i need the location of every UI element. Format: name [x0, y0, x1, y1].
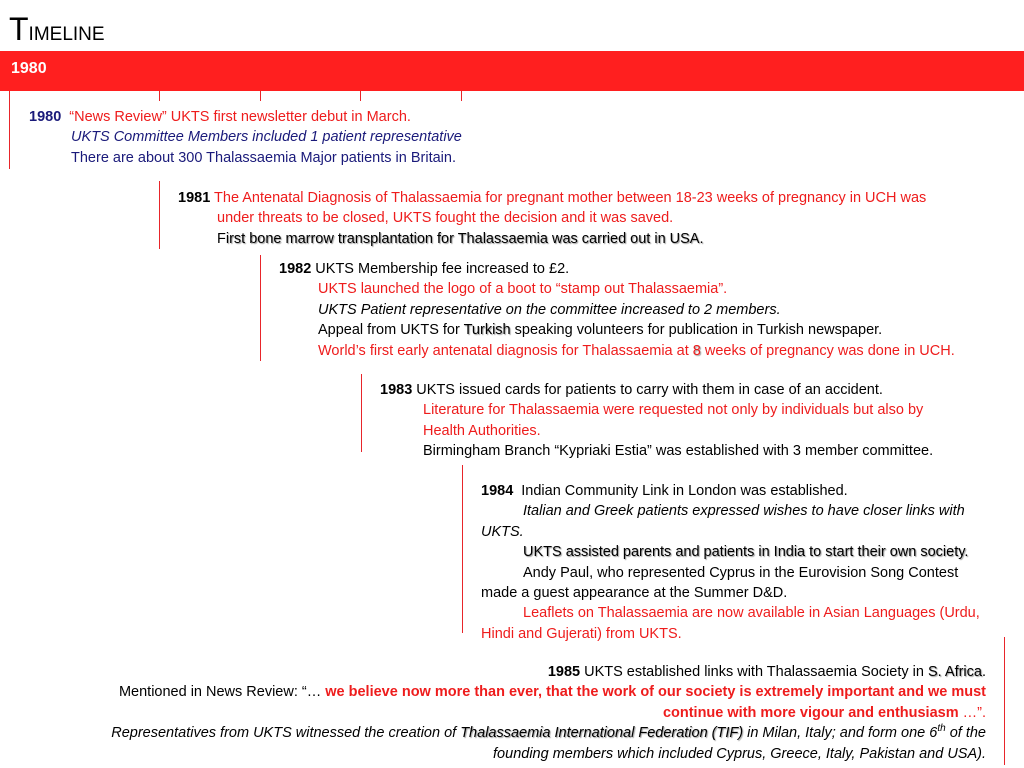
entry-1980 [29, 107, 462, 168]
entry-text: of the [945, 725, 986, 742]
entry-1983 [380, 380, 933, 462]
timeline-tick [360, 91, 361, 101]
entry-text: UKTS Membership fee increased to £2. [315, 261, 570, 277]
entry-text: 8 [692, 342, 701, 359]
divider-1985 [1004, 637, 1005, 765]
divider-1984 [462, 465, 463, 633]
entry-text: F [217, 230, 226, 247]
entry-1982 [279, 259, 955, 361]
year-banner: 1980 [0, 51, 1024, 91]
entry-text: UKTS. [481, 523, 524, 540]
year-label: 1983 [380, 382, 413, 398]
entry-text: Mentioned in News Review: “… [118, 684, 326, 701]
entry-text: The Antenatal Diagnosis of Thalassaemia for pregnant mother between 18-23 weeks of pregnancy in UCH was [214, 190, 927, 206]
entry-text: founding members which included Cyprus, Greece, Italy, Pakistan and USA). [493, 745, 986, 762]
entry-text: UKTS established links with Thalassaemia Society in [580, 664, 928, 680]
year-label: 1985 [547, 664, 581, 680]
entry-text: we believe now more than ever, that the work of our society is extremely important and we must [325, 684, 986, 701]
entry-text: …”. [958, 704, 986, 721]
entry-text: th [937, 723, 946, 735]
timeline-tick [260, 91, 261, 101]
entry-text: “News Review” UKTS first newsletter debut in March. [69, 109, 411, 125]
entry-text: in Milan, Italy; and form one 6 [743, 725, 938, 742]
entry-text: Turkish [463, 322, 511, 339]
entry-text: S. Africa [927, 664, 982, 680]
year-label: 1982 [279, 261, 312, 277]
entry-text: UKTS Committee Members included 1 patient representative [71, 129, 462, 146]
entry-text: Health Authorities. [423, 422, 541, 439]
entry-text: speaking volunteers for publication in Turkish newspaper. [510, 322, 883, 339]
entry-text: weeks of pregnancy was done in UCH. [700, 342, 955, 359]
entry-text: Birmingham Branch “Kypriaki Estia” was established with 3 member committee. [423, 443, 934, 460]
entry-text: UKTS launched the logo of a boot to “stamp out Thalassaemia”. [318, 281, 728, 298]
entry-text: Italian and Greek patients expressed wishes to have closer links with [523, 503, 965, 520]
entry-text: under threats to be closed, UKTS fought the decision and it was saved. [217, 210, 674, 227]
page-title: TIMELINE [9, 11, 105, 47]
entry-1985 [111, 662, 986, 764]
divider-1982 [260, 255, 261, 361]
divider-1983 [361, 374, 362, 452]
entry-text: Indian Community Link in London was established. [521, 483, 848, 499]
entry-text: World’s first early antenatal diagnosis for Thalassaemia at [318, 342, 693, 359]
entry-text: Leaflets on Thalassaemia are now available in Asian Languages (Urdu, [523, 605, 980, 622]
entry-text: UKTS assisted parents and patients in India to start their own society. [523, 544, 969, 561]
entry-text: Appeal from UKTS for [318, 322, 464, 339]
year-label: 1980 [29, 109, 62, 125]
timeline-tick [159, 91, 160, 101]
entry-text: irst bone marrow transplantation for Thalassaemia was carried out in USA. [225, 230, 704, 247]
entry-text: Representatives from UKTS witnessed the creation of [111, 725, 461, 742]
timeline-tick [461, 91, 462, 101]
entry-text: UKTS issued cards for patients to carry with them in case of an accident. [416, 382, 883, 398]
year-label: 1984 [481, 483, 514, 499]
entry-text: Hindi and Gujerati) from UKTS. [481, 625, 682, 642]
entry-text: Andy Paul, who represented Cyprus in the Eurovision Song Contest [523, 564, 959, 581]
entry-1981 [178, 188, 926, 249]
entry-text: Thalassaemia International Federation (TIF) [460, 725, 744, 742]
entry-text: There are about 300 Thalassaemia Major patients in Britain. [71, 149, 457, 166]
entry-1984 [481, 481, 980, 644]
entry-text: . [981, 664, 986, 680]
entry-text: Literature for Thalassaemia were requested not only by individuals but also by [423, 402, 924, 419]
entry-text: UKTS Patient representative on the committee increased to 2 members. [318, 301, 781, 318]
divider-1981 [159, 181, 160, 249]
entry-text: made a guest appearance at the Summer D&D. [481, 585, 788, 602]
year-label: 1981 [178, 190, 211, 206]
entry-text: continue with more vigour and enthusiasm [662, 704, 959, 721]
divider-1980 [9, 91, 10, 169]
